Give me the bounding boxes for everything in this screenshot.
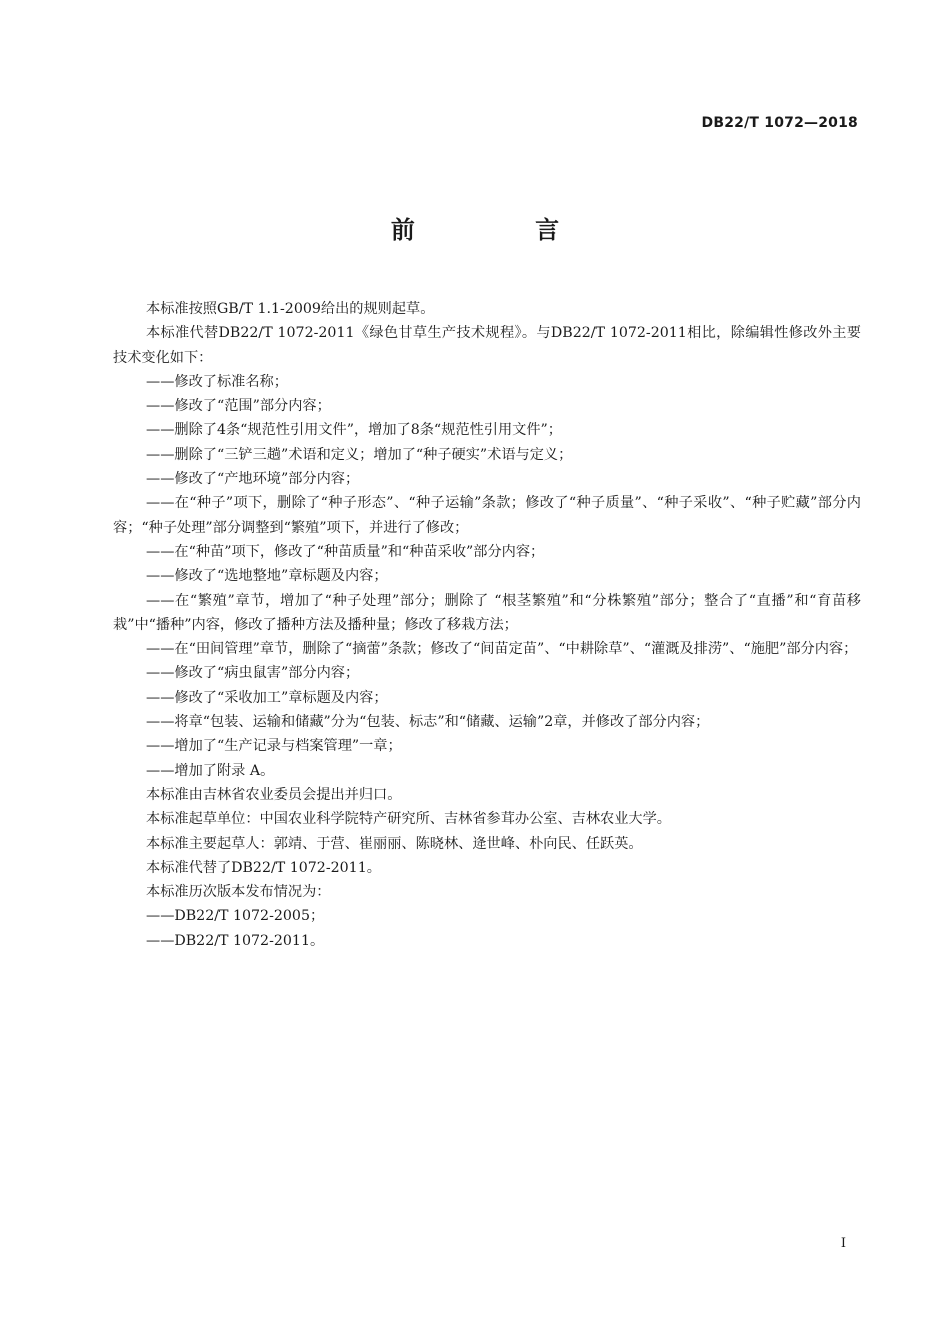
list-item: ——删除了4条“规范性引用文件”，增加了8条“规范性引用文件”；	[146, 422, 562, 439]
paragraph: 本标准代替DB22/T 1072-2011《绿色甘草生产技术规程》。与DB22/T 1072-2011相比，除编辑性修改外主要技术变化如下：	[113, 325, 861, 366]
list-item: ——修改了“病虫鼠害”部分内容；	[146, 665, 360, 682]
paragraph: 本标准主要起草人：郭靖、于营、崔丽丽、陈晓林、逄世峰、朴向民、任跃英。	[146, 835, 643, 852]
list-item: ——增加了附录 A。	[146, 762, 275, 779]
list-item: ——在“种子”项下，删除了“种子形态”、“种子运输”条款；修改了“种子质量”、“种子采收”、“种子贮藏”部分内容；“种子处理”部分调整到“繁殖”项下，并进行了修改；	[113, 495, 861, 536]
list-item: ——在“繁殖”章节，增加了“种子处理”部分；删除了 “根茎繁殖”和“分株繁殖”部分；整合了“直播”和“育苗移栽”中“播种”内容，修改了播种方法及播种量；修改了移栽方法；	[113, 592, 861, 633]
list-item: ——DB22/T 1072-2011。	[146, 932, 325, 949]
list-item: ——修改了“产地环境”部分内容；	[146, 471, 360, 488]
paragraph: 本标准起草单位：中国农业科学院特产研究所、吉林省参茸办公室、吉林农业大学。	[146, 811, 671, 828]
paragraph: 本标准由吉林省农业委员会提出并归口。	[146, 786, 402, 803]
list-item: ——删除了“三铲三趟”术语和定义；增加了“种子硬实”术语与定义；	[146, 446, 573, 463]
paragraph: 本标准按照GB/T 1.1-2009给出的规则起草。	[146, 301, 435, 317]
list-item: ——修改了标准名称；	[146, 373, 288, 390]
paragraph: 本标准历次版本发布情况为：	[146, 884, 331, 901]
list-item: ——在“种苗”项下，修改了“种苗质量”和“种苗采收”部分内容；	[146, 543, 545, 560]
list-item: ——修改了“选地整地”章标题及内容；	[146, 568, 388, 585]
list-item: ——修改了“范围”部分内容；	[146, 398, 331, 415]
paragraph: 本标准代替了DB22/T 1072-2011。	[146, 859, 381, 876]
section-title: 前 言	[390, 216, 616, 244]
page-number: I	[840, 1236, 846, 1251]
list-item: ——在“田间管理”章节，删除了“摘蕾”条款；修改了“间苗定苗”、“中耕除草”、“灌溉及排涝”、“施肥”部分内容；	[146, 641, 858, 658]
list-item: ——DB22/T 1072-2005；	[146, 908, 325, 925]
document-body	[113, 297, 861, 953]
list-item: ——增加了“生产记录与档案管理”一章；	[146, 738, 402, 755]
list-item: ——修改了“采收加工”章标题及内容；	[146, 689, 388, 706]
document-code: DB22/T 1072—2018	[701, 115, 858, 131]
list-item: ——将章“包装、运输和储藏”分为“包装、标志”和“储藏、运输”2章，并修改了部分内容；	[146, 714, 710, 731]
